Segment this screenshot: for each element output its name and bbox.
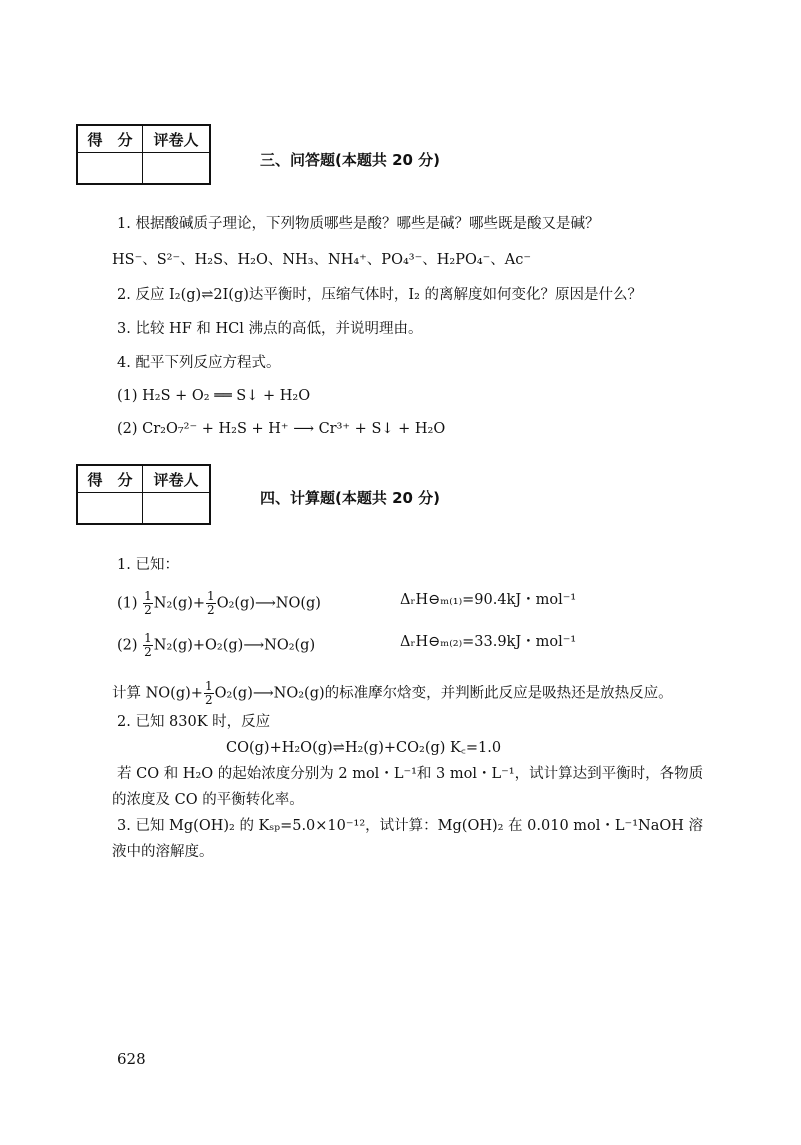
fraction-half: $\frac{1}{2}$ <box>144 589 152 617</box>
question-3-2: 2. 反应 I₂(g)⇌2I(g)达平衡时，压缩气体时，I₂ 的离解度如何变化？原因是什么？ <box>117 287 643 303</box>
equation-1: (1) H₂S + O₂ ══ S↓ + H₂O <box>117 388 311 404</box>
score-box-section-4 <box>76 464 211 525</box>
question-4-3-line-1: 3. 已知 Mg(OH)₂ 的 Kₛₚ=5.0×10⁻¹²，试计算：Mg(OH)₂ 在 0.010 mol・L⁻¹NaOH 溶 <box>117 818 703 834</box>
grader-label: 评卷人 <box>143 465 211 493</box>
reaction-1-end: O₂(g)⟶NO(g) <box>216 595 321 612</box>
question-4-1-intro: 1. 已知： <box>117 557 179 573</box>
equation-2: (2) Cr₂O₇²⁻ + H₂S + H⁺ ⟶ Cr³⁺ + S↓ + H₂O <box>117 421 446 437</box>
question-4-2-line-2: 的浓度及 CO 的平衡转化率。 <box>112 792 304 808</box>
section-4-title: 四、计算题(本题共 20 分) <box>260 489 441 507</box>
reaction-2-end: N₂(g)+O₂(g)⟶NO₂(g) <box>153 637 316 654</box>
grader-cell <box>143 153 211 185</box>
score-cell <box>77 493 143 525</box>
reaction-1-enthalpy: ΔᵣH⊖ₘ₍₁₎=90.4kJ・mol⁻¹ <box>400 592 577 608</box>
fraction-half: $\frac{1}{2}$ <box>207 589 215 617</box>
reaction-2 <box>117 632 315 659</box>
question-4-3-line-2: 液中的溶解度。 <box>112 844 214 860</box>
question-4-2-reaction: CO(g)+H₂O(g)⇌H₂(g)+CO₂(g) K꜀=1.0 <box>226 740 502 756</box>
question-4-2-line-1: 若 CO 和 H₂O 的起始浓度分别为 2 mol・L⁻¹和 3 mol・L⁻¹，试计算达到平衡时，各物质 <box>117 766 704 782</box>
page-number: 628 <box>117 1050 146 1068</box>
reaction-1 <box>117 590 321 617</box>
section-3-title: 三、问答题(本题共 20 分) <box>260 151 441 169</box>
grader-label: 评卷人 <box>143 125 211 153</box>
reaction-1-label: (1) <box>117 595 138 612</box>
score-label: 得 分 <box>77 465 143 493</box>
question-3-1: 1. 根据酸碱质子理论，下列物质哪些是酸？哪些是碱？哪些既是酸又是碱？ <box>117 216 600 232</box>
question-4-2-intro: 2. 已知 830K 时，反应 <box>117 714 271 730</box>
score-cell <box>77 153 143 185</box>
fraction-half: $\frac{1}{2}$ <box>204 679 213 707</box>
question-3-3: 3. 比较 HF 和 HCl 沸点的高低，并说明理由。 <box>117 321 423 337</box>
question-3-1-species: HS⁻、S²⁻、H₂S、H₂O、NH₃、NH₄⁺、PO₄³⁻、H₂PO₄⁻、Ac⁻ <box>112 252 532 268</box>
reaction-1-mid: N₂(g)+ <box>153 595 206 612</box>
grader-cell <box>143 493 211 525</box>
reaction-2-enthalpy: ΔᵣH⊖ₘ₍₂₎=33.9kJ・mol⁻¹ <box>400 634 577 650</box>
score-label: 得 分 <box>77 125 143 153</box>
reaction-2-label: (2) <box>117 637 138 654</box>
calculation-prompt: 计算 NO(g)+ $\frac{1}{2}$ O₂(g)⟶NO₂(g)的标准摩尔焓变，并判断此反应是吸热还是放热反应。 <box>112 679 673 707</box>
question-3-4: 4. 配平下列反应方程式。 <box>117 355 281 371</box>
score-box-section-3 <box>76 124 211 185</box>
fraction-half: $\frac{1}{2}$ <box>144 631 152 659</box>
